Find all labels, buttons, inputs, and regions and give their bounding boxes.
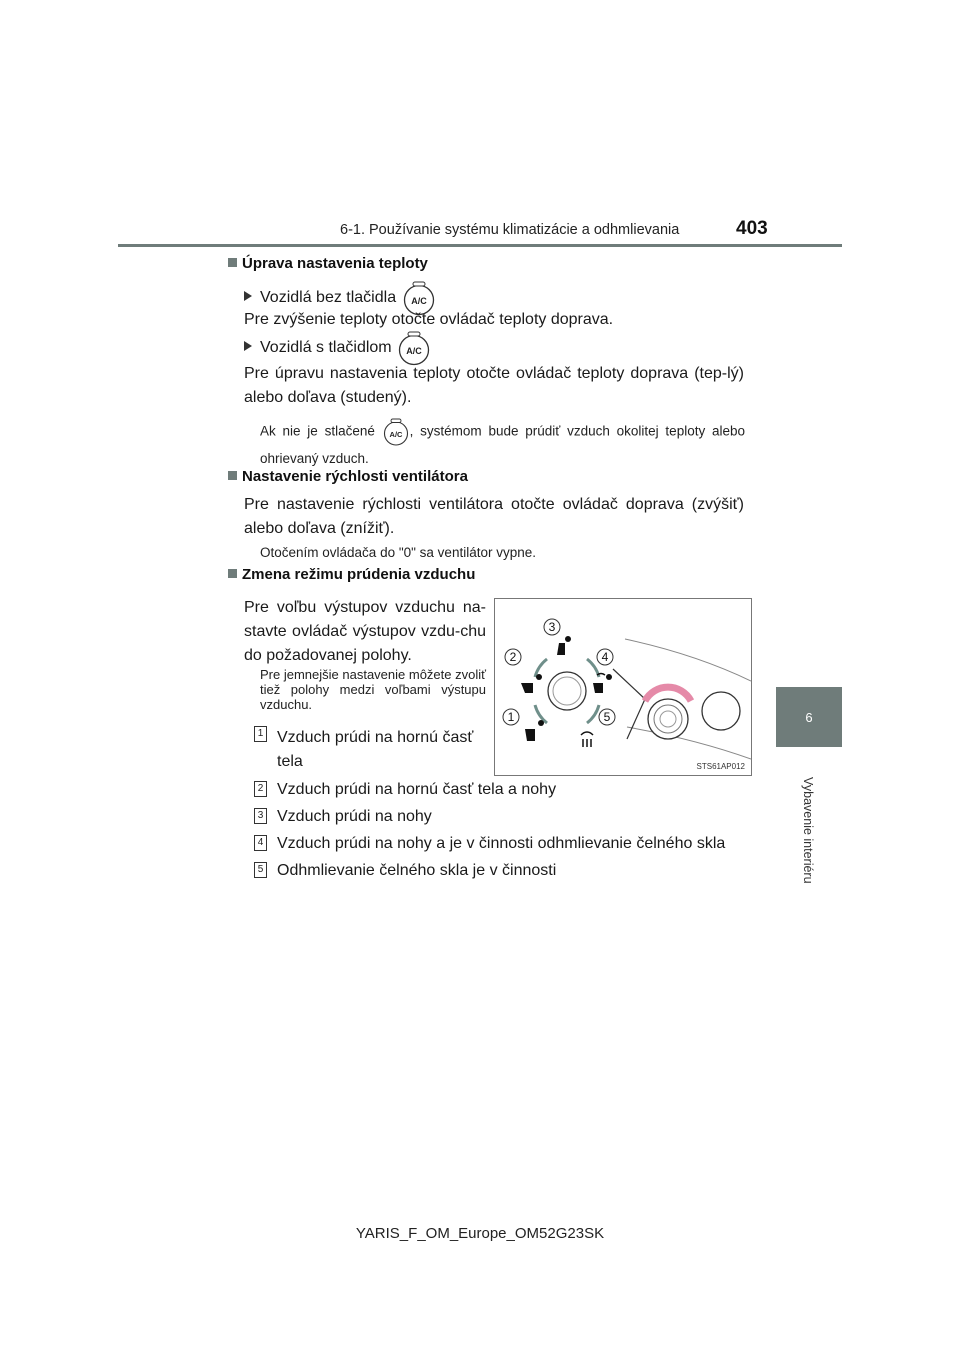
square-bullet-icon xyxy=(228,569,237,578)
document-id: YARIS_F_OM_Europe_OM52G23SK xyxy=(355,1225,605,1242)
svg-text:A/C: A/C xyxy=(410,296,427,306)
figure-code: STS61AP012 xyxy=(696,762,745,771)
dial-label: 4 xyxy=(601,650,609,664)
item-text: Vzduch prúdi na hornú časť tela a nohy xyxy=(277,781,557,798)
dial-label: 5 xyxy=(603,710,611,724)
triangle-bullet-icon xyxy=(244,341,252,351)
item-number: 4 xyxy=(254,835,267,851)
fan-note: Otočením ovládača do "0" sa ventilátor vypne. xyxy=(260,545,536,560)
item-text: Vzduch prúdi na nohy a je v činnosti odhmlievanie čelného skla xyxy=(277,835,726,852)
triangle-bullet-icon xyxy=(244,291,252,301)
airflow-mode-diagram xyxy=(494,598,752,776)
item-number: 5 xyxy=(254,862,267,878)
svg-text:A/C: A/C xyxy=(389,430,403,439)
case1-text: Pre zvýšenie teploty otočte ovládač teploty doprava. xyxy=(244,311,614,328)
mode-heading: Zmena režimu prúdenia vzduchu xyxy=(228,566,475,583)
temperature-heading: Úprava nastavenia teploty xyxy=(228,255,428,272)
item-number: 3 xyxy=(254,808,267,824)
mode-text: Pre voľbu výstupov vzduchu na-stavte ovládač výstupov vzdu-chu do požadovanej polohy. xyxy=(244,599,486,664)
list-item xyxy=(254,726,490,774)
item-text: Odhmlievanie čelného skla je v činnosti xyxy=(277,862,557,879)
case1-label: Vozidlá bez tlačidla xyxy=(260,289,397,307)
item-text: Vzduch prúdi na nohy xyxy=(277,808,432,825)
list-item xyxy=(254,778,556,802)
chapter-number: 6 xyxy=(805,709,813,725)
item-number: 1 xyxy=(254,726,267,742)
square-bullet-icon xyxy=(228,471,237,480)
list-item xyxy=(254,832,725,856)
ac-button-icon xyxy=(396,330,432,366)
section-title: 6-1. Používanie systému klimatizácie a odhmlievania xyxy=(340,222,680,238)
chapter-tab[interactable] xyxy=(776,687,842,747)
item-number: 2 xyxy=(254,781,267,797)
chapter-title: Vybavenie interiéru xyxy=(801,777,815,884)
page-number: 403 xyxy=(736,218,768,239)
ac-note: Ak nie je stlačené A/C , systémom bude prúdiť vzduch okolitej teploty alebo ohrievaný vzduch. xyxy=(260,418,745,472)
mode-note: Pre jemnejšie nastavenie môžete zvoliť tiež polohy medzi voľbami výstupu vzduchu. xyxy=(260,667,486,712)
fan-text: Pre nastavenie rýchlosti ventilátora otočte ovládač doprava (zvýšiť) alebo doľava (znížiť). xyxy=(244,496,744,537)
airflow-dial-illustration xyxy=(495,599,751,775)
dial-label: 3 xyxy=(548,620,556,634)
fan-heading: Nastavenie rýchlosti ventilátora xyxy=(228,468,468,485)
list-item xyxy=(254,805,432,829)
square-bullet-icon xyxy=(228,258,237,267)
case2-text: Pre úpravu nastavenia teploty otočte ovládač teploty doprava (tep-lý) alebo doľava (studený). xyxy=(244,365,744,406)
case2-label: Vozidlá s tlačidlom xyxy=(260,339,392,357)
case2-row xyxy=(244,330,432,366)
header-divider xyxy=(118,244,842,247)
dial-label: 2 xyxy=(509,650,517,664)
dial-label: 1 xyxy=(507,710,515,724)
svg-text:A/C: A/C xyxy=(406,346,422,356)
list-item xyxy=(254,859,556,883)
item-text: Vzduch prúdi na hornú časť tela xyxy=(277,729,474,770)
ac-button-icon xyxy=(382,418,410,446)
